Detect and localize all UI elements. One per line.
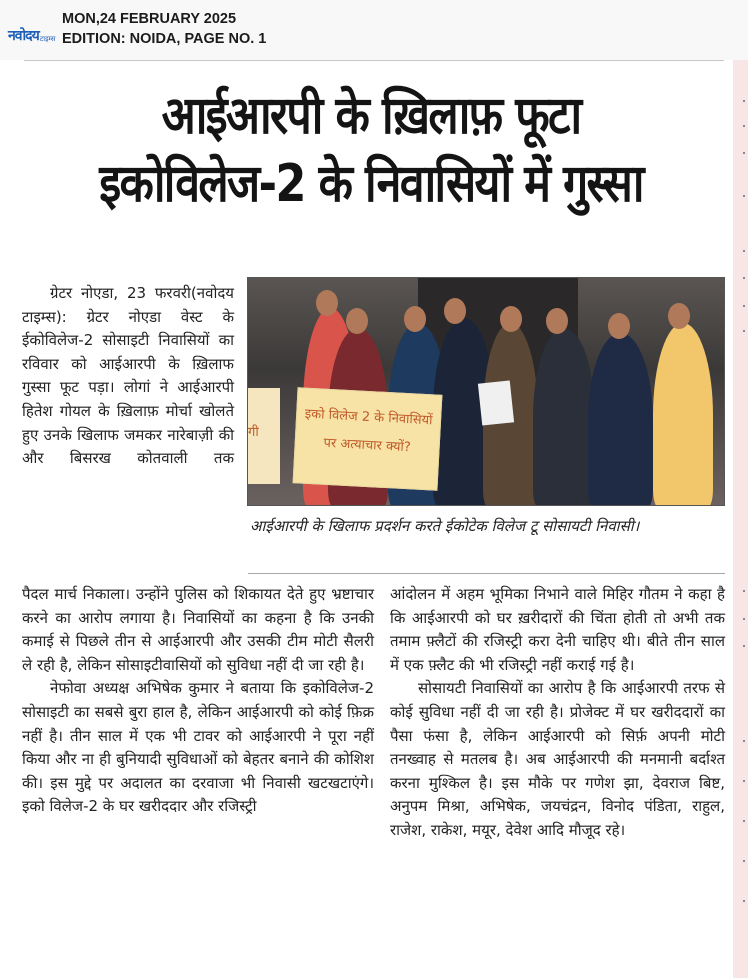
photo-person [653, 323, 713, 506]
photo-face [444, 298, 466, 324]
banner-line-2: पर अत्याचार क्यों? [323, 435, 412, 456]
protest-banner-left [248, 388, 280, 484]
article-headline [61, 82, 682, 218]
photo-person [588, 333, 653, 506]
strip-tick [743, 250, 745, 252]
strip-tick [743, 820, 745, 822]
logo-main-text: नवोदय [8, 28, 39, 44]
strip-tick [743, 860, 745, 862]
photo-face [404, 306, 426, 332]
article-column-right [390, 583, 725, 843]
strip-tick [743, 590, 745, 592]
photo-face [608, 313, 630, 339]
headline-line-2: इकोविलेज-2 के निवासियों में गुस्सा [99, 154, 643, 214]
complaint-paper [478, 380, 514, 425]
left-paragraph-1: पैदल मार्च निकाला। उन्होंने पुलिस को शिकायत देते हुए भ्रष्टाचार करने का आरोप लगाया है। निवासियों का कहना है कि उनकी कमाई से पिछले तीन से आईआरपी और उसकी टीम मोटी सैलरी ले रही है, लेकिन सोसाइटीवासियों को सुविधा नहीं दी जा रही है। [22, 585, 374, 674]
strip-tick [743, 900, 745, 902]
strip-tick [743, 780, 745, 782]
photo-face [500, 306, 522, 332]
photo-person [533, 328, 595, 506]
strip-tick [743, 277, 745, 279]
right-paragraph-1: आंदोलन में अहम भूमिका निभाने वाले मिहिर गौतम ने कहा है कि आईआरपी को घर ख़रीदारों की चिंता होती तो अभी तक तमाम फ़्लैटों की रजिस्ट्री करा देनी चाहिए थी। बीते तीन साल में एक फ़्लैट की भी रजिस्ट्री नहीं कराई गई है। [390, 585, 725, 674]
strip-tick [743, 125, 745, 127]
strip-tick [743, 645, 745, 647]
strip-tick [743, 195, 745, 197]
caption-divider [248, 573, 725, 574]
article-column-left [22, 583, 374, 819]
photo-caption: आईआरपी के खिलाफ प्रदर्शन करते ईकोटेक विलेज टू सोसायटी निवासी। [250, 517, 640, 535]
left-paragraph-2: नेफोवा अध्यक्ष अभिषेक कुमार ने बताया कि इकोविलेज-2 सोसाइटी का सबसे बुरा हाल है, लेकिन आईआरपी को कोई फ़िक्र नहीं है। तीन साल में एक भी टावर को आईआरपी ने पूरा नहीं किया और ना ही बुनियादी सुविधाओं को बेहतर बनाने की कोशिश की। इस मुद्दे पर अदालत का दरवाजा भी निवासी खटखटाएंगे। इको विलेज-2 के घर खरीददार और रजिस्ट्री [22, 679, 374, 816]
edition-meta [62, 9, 266, 49]
photo-face [546, 308, 568, 334]
strip-tick [743, 305, 745, 307]
strip-tick [743, 100, 745, 102]
top-bar [0, 0, 748, 60]
strip-tick [743, 152, 745, 154]
photo-face [346, 308, 368, 334]
strip-tick [743, 618, 745, 620]
newspaper-logo[interactable] [8, 26, 56, 44]
banner-left-text: गी [248, 425, 259, 440]
right-paragraph-2: सोसायटी निवासियों का आरोप है कि आईआरपी तरफ से कोई सुविधा नहीं दी जा रही है। प्रोजेक्ट में घर खरीददारों का पैसा फंसा है, लेकिन आईआरपी को सिर्फ़ अपनी मोटी तनख्वाह से मतलब है। अब आईआरपी की मनमानी बर्दाश्त करना मुश्किल है। इस मौके पर गणेश झा, देवराज बिष्ट, अनुपम मिश्रा, अभिषेक, जयचंद्रन, विनोद पंडिता, राहुल, राजेश, राकेश, मयूर, देवेश आदि मौजूद रहे। [390, 679, 725, 839]
logo-sub-text: टाइम्स [39, 35, 56, 43]
protest-banner [293, 387, 443, 490]
intro-paragraph: ग्रेटर नोएडा, 23 फरवरी(नवोदय टाइम्स): ग्रेटर नोएडा वेस्ट के ईकोविलेज-2 सोसाइटी निवासियों का रविवार को आईआरपी के ख़िलाफ गुस्सा फूट पड़ा। लोगां ने आईआरपी हितेश गोयल के ख़िलाफ़ मोर्चा खोलते हुए उनके खिलाफ जमकर नारेबाज़ी की और बिसरख कोतवाली तक [22, 284, 234, 468]
publication-date: MON,24 FEBRUARY 2025 [62, 11, 237, 27]
photo-face [316, 290, 338, 316]
photo-face [668, 303, 690, 329]
headline-line-1: आईआरपी के ख़िलाफ़ फूटा [161, 86, 581, 146]
article-intro [22, 282, 234, 471]
strip-tick [743, 330, 745, 332]
article-photo[interactable] [247, 277, 725, 506]
header-divider [24, 60, 724, 61]
banner-line-1: इको विलेज 2 के निवासियों [304, 406, 433, 429]
edition-info: EDITION: NOIDA, PAGE NO. 1 [62, 31, 267, 47]
strip-tick [743, 740, 745, 742]
side-strip [733, 60, 748, 978]
